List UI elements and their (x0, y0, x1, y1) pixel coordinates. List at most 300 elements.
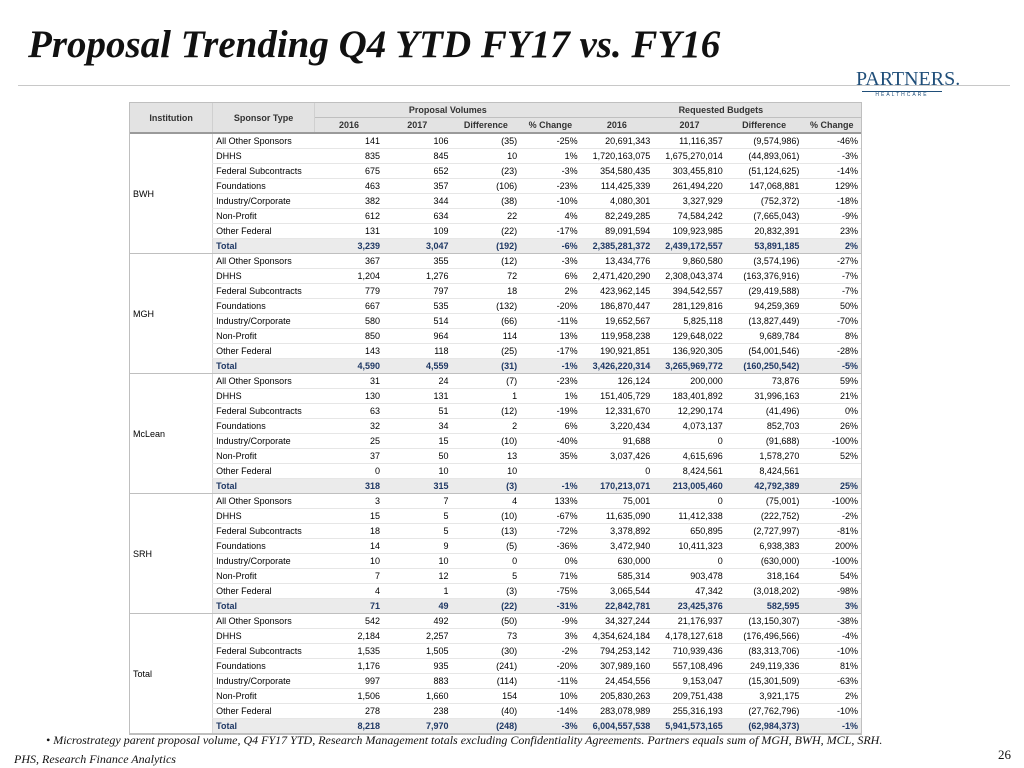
value-cell: 4,080,301 (581, 194, 654, 209)
value-cell: 357 (383, 179, 452, 194)
table-row (130, 179, 861, 194)
value-cell: (9,574,986) (726, 133, 803, 149)
value-cell: 15 (314, 509, 383, 524)
value-cell: 5,825,118 (653, 314, 726, 329)
table-row (130, 539, 861, 554)
value-cell: -38% (802, 614, 861, 629)
value-cell: (29,419,588) (726, 284, 803, 299)
value-cell: -9% (802, 209, 861, 224)
value-cell: 2 (452, 419, 521, 434)
value-cell: 106 (383, 133, 452, 149)
value-cell: -36% (520, 539, 581, 554)
value-cell: (41,496) (726, 404, 803, 419)
footer-source: PHS, Research Finance Analytics (14, 752, 176, 766)
value-cell: 2,184 (314, 629, 383, 644)
value-cell: 10 (383, 464, 452, 479)
value-cell: -27% (802, 254, 861, 269)
value-cell: 109,923,985 (653, 224, 726, 239)
value-cell: 6% (520, 419, 581, 434)
table-row (130, 704, 861, 719)
sponsor-type-cell: All Other Sponsors (213, 254, 315, 269)
value-cell: (25) (452, 344, 521, 359)
value-cell: 19,652,567 (581, 314, 654, 329)
value-cell: 2,385,281,372 (581, 239, 654, 254)
value-cell: 8,424,561 (653, 464, 726, 479)
value-cell: 50 (383, 449, 452, 464)
value-cell: -10% (802, 704, 861, 719)
slide-title: Proposal Trending Q4 YTD FY17 vs. FY16 (28, 23, 721, 66)
value-cell: 3,921,175 (726, 689, 803, 704)
value-cell: 10 (452, 149, 521, 164)
table-row (130, 644, 861, 659)
value-cell: (5) (452, 539, 521, 554)
header-institution: Institution (130, 103, 213, 133)
value-cell: 3,426,220,314 (581, 359, 654, 374)
value-cell: -4% (802, 629, 861, 644)
table-row (130, 614, 861, 629)
value-cell: (62,984,373) (726, 719, 803, 734)
value-cell: 3 (314, 494, 383, 509)
value-cell: 200% (802, 539, 861, 554)
sponsor-type-cell: All Other Sponsors (213, 133, 315, 149)
value-cell: -23% (520, 179, 581, 194)
header-bud-2016: 2016 (581, 118, 654, 134)
value-cell: (10) (452, 434, 521, 449)
value-cell: (106) (452, 179, 521, 194)
value-cell: (163,376,916) (726, 269, 803, 284)
value-cell: 205,830,263 (581, 689, 654, 704)
value-cell: -14% (802, 164, 861, 179)
value-cell: -17% (520, 224, 581, 239)
value-cell: 535 (383, 299, 452, 314)
value-cell: 585,314 (581, 569, 654, 584)
value-cell: 34 (383, 419, 452, 434)
value-cell: 634 (383, 209, 452, 224)
value-cell: 903,478 (653, 569, 726, 584)
value-cell: -100% (802, 494, 861, 509)
value-cell: 6,004,557,538 (581, 719, 654, 734)
value-cell: 0 (653, 494, 726, 509)
value-cell: -9% (520, 614, 581, 629)
value-cell: (2,727,997) (726, 524, 803, 539)
value-cell: 10 (314, 554, 383, 569)
value-cell: 5 (383, 509, 452, 524)
footnote: • Microstrategy parent proposal volume, Q4 FY17 YTD, Research Management totals excluding Confidentiality Agreements. Partners equals sum of MGH, BWH, MCL, SRH. (46, 733, 883, 747)
value-cell: (23) (452, 164, 521, 179)
value-cell: -20% (520, 299, 581, 314)
value-cell: -28% (802, 344, 861, 359)
value-cell: 12,290,174 (653, 404, 726, 419)
table-row (130, 164, 861, 179)
logo-wordmark: PARTNERS. (856, 68, 961, 90)
value-cell: 1,505 (383, 644, 452, 659)
value-cell: -70% (802, 314, 861, 329)
value-cell: (40) (452, 704, 521, 719)
value-cell (802, 464, 861, 479)
value-cell: 32 (314, 419, 383, 434)
sponsor-type-cell: Total (213, 239, 315, 254)
table-row (130, 404, 861, 419)
value-cell: 835 (314, 149, 383, 164)
value-cell: 143 (314, 344, 383, 359)
value-cell: 50% (802, 299, 861, 314)
value-cell: 4,615,696 (653, 449, 726, 464)
value-cell: (22) (452, 599, 521, 614)
value-cell: (3) (452, 479, 521, 494)
table-row (130, 389, 861, 404)
table-total-row (130, 239, 861, 254)
value-cell: 580 (314, 314, 383, 329)
table-row (130, 314, 861, 329)
value-cell: 2,471,420,290 (581, 269, 654, 284)
value-cell: 2% (802, 239, 861, 254)
value-cell: -18% (802, 194, 861, 209)
sponsor-type-cell: Foundations (213, 419, 315, 434)
value-cell: 1,276 (383, 269, 452, 284)
value-cell: 318 (314, 479, 383, 494)
value-cell: 131 (383, 389, 452, 404)
header-vol-2017: 2017 (383, 118, 452, 134)
sponsor-type-cell: Foundations (213, 179, 315, 194)
value-cell: (13) (452, 524, 521, 539)
value-cell: 367 (314, 254, 383, 269)
value-cell: 7 (383, 494, 452, 509)
value-cell: 71 (314, 599, 383, 614)
value-cell: 423,962,145 (581, 284, 654, 299)
value-cell: -7% (802, 269, 861, 284)
value-cell: 3,265,969,772 (653, 359, 726, 374)
sponsor-type-cell: Industry/Corporate (213, 674, 315, 689)
value-cell: -1% (520, 479, 581, 494)
value-cell: (31) (452, 359, 521, 374)
value-cell: 22 (452, 209, 521, 224)
value-cell: (15,301,509) (726, 674, 803, 689)
value-cell: 72 (452, 269, 521, 284)
value-cell: 24 (383, 374, 452, 389)
value-cell: 94,259,369 (726, 299, 803, 314)
value-cell: 0% (520, 554, 581, 569)
value-cell: 25% (802, 479, 861, 494)
value-cell: 630,000 (581, 554, 654, 569)
value-cell: 3,327,929 (653, 194, 726, 209)
sponsor-type-cell: Other Federal (213, 584, 315, 599)
value-cell: 18 (314, 524, 383, 539)
value-cell: (30) (452, 644, 521, 659)
value-cell: (7) (452, 374, 521, 389)
value-cell: 2% (520, 284, 581, 299)
value-cell: 5 (383, 524, 452, 539)
value-cell: 22,842,781 (581, 599, 654, 614)
value-cell: 24,454,556 (581, 674, 654, 689)
proposal-trend-table (130, 103, 861, 734)
value-cell: (51,124,625) (726, 164, 803, 179)
value-cell: 20,691,343 (581, 133, 654, 149)
value-cell: 9,153,047 (653, 674, 726, 689)
value-cell: 0 (581, 464, 654, 479)
value-cell: -6% (520, 239, 581, 254)
value-cell: 119,958,238 (581, 329, 654, 344)
sponsor-type-cell: DHHS (213, 629, 315, 644)
value-cell: 118 (383, 344, 452, 359)
value-cell: -31% (520, 599, 581, 614)
value-cell: 73,876 (726, 374, 803, 389)
sponsor-type-cell: All Other Sponsors (213, 374, 315, 389)
sponsor-type-cell: Non-Profit (213, 449, 315, 464)
table-row (130, 509, 861, 524)
value-cell: 3,065,544 (581, 584, 654, 599)
value-cell: 34,327,244 (581, 614, 654, 629)
value-cell: 10 (383, 554, 452, 569)
value-cell: 1,720,163,075 (581, 149, 654, 164)
value-cell: -72% (520, 524, 581, 539)
header-proposal-volumes: Proposal Volumes (314, 103, 580, 118)
value-cell: 3% (520, 629, 581, 644)
value-cell: -19% (520, 404, 581, 419)
value-cell: 675 (314, 164, 383, 179)
value-cell: (44,893,061) (726, 149, 803, 164)
value-cell: 4,590 (314, 359, 383, 374)
value-cell: (27,762,796) (726, 704, 803, 719)
table-row (130, 209, 861, 224)
value-cell: 3,472,940 (581, 539, 654, 554)
value-cell: 779 (314, 284, 383, 299)
header-bud-difference: Difference (726, 118, 803, 134)
value-cell: 318,164 (726, 569, 803, 584)
sponsor-type-cell: DHHS (213, 269, 315, 284)
value-cell: 6% (520, 269, 581, 284)
value-cell: 9,860,580 (653, 254, 726, 269)
value-cell: (12) (452, 404, 521, 419)
header-vol-pct-change: % Change (520, 118, 581, 134)
value-cell: 303,455,810 (653, 164, 726, 179)
sponsor-type-cell: Other Federal (213, 704, 315, 719)
value-cell: 650,895 (653, 524, 726, 539)
value-cell: 8,424,561 (726, 464, 803, 479)
institution-cell: SRH (130, 494, 213, 614)
sponsor-type-cell: Other Federal (213, 224, 315, 239)
partners-logo (856, 68, 961, 98)
value-cell: 129% (802, 179, 861, 194)
value-cell: 355 (383, 254, 452, 269)
value-cell: (38) (452, 194, 521, 209)
header-bud-pct-change: % Change (802, 118, 861, 134)
value-cell: 23% (802, 224, 861, 239)
value-cell: 283,078,989 (581, 704, 654, 719)
institution-cell: MGH (130, 254, 213, 374)
value-cell: (752,372) (726, 194, 803, 209)
value-cell: 25 (314, 434, 383, 449)
value-cell: (241) (452, 659, 521, 674)
value-cell: 74,584,242 (653, 209, 726, 224)
sponsor-type-cell: DHHS (213, 389, 315, 404)
value-cell: 37 (314, 449, 383, 464)
table-total-row (130, 719, 861, 734)
value-cell: 35% (520, 449, 581, 464)
table-row (130, 133, 861, 149)
value-cell: 23,425,376 (653, 599, 726, 614)
value-cell: 2,257 (383, 629, 452, 644)
table-row (130, 194, 861, 209)
value-cell: 8% (802, 329, 861, 344)
table-row (130, 449, 861, 464)
value-cell: 0 (653, 434, 726, 449)
value-cell: 12 (383, 569, 452, 584)
sponsor-type-cell: All Other Sponsors (213, 614, 315, 629)
value-cell: -2% (802, 509, 861, 524)
value-cell: 3,378,892 (581, 524, 654, 539)
value-cell: -10% (802, 644, 861, 659)
table-row (130, 524, 861, 539)
sponsor-type-cell: Other Federal (213, 464, 315, 479)
value-cell: -3% (520, 254, 581, 269)
sponsor-type-cell: Federal Subcontracts (213, 164, 315, 179)
value-cell: (132) (452, 299, 521, 314)
value-cell: 109 (383, 224, 452, 239)
value-cell: 382 (314, 194, 383, 209)
table-row (130, 149, 861, 164)
value-cell: 47,342 (653, 584, 726, 599)
page-number: 26 (998, 747, 1011, 762)
value-cell (520, 464, 581, 479)
table-row (130, 464, 861, 479)
value-cell: 131 (314, 224, 383, 239)
value-cell: 54% (802, 569, 861, 584)
proposal-trend-table-wrapper (129, 102, 862, 735)
sponsor-type-cell: DHHS (213, 509, 315, 524)
value-cell: 394,542,557 (653, 284, 726, 299)
value-cell: -11% (520, 674, 581, 689)
value-cell: -46% (802, 133, 861, 149)
value-cell: 21% (802, 389, 861, 404)
value-cell: (222,752) (726, 509, 803, 524)
value-cell: (7,665,043) (726, 209, 803, 224)
value-cell: 4,073,137 (653, 419, 726, 434)
value-cell: 7,970 (383, 719, 452, 734)
value-cell: 261,494,220 (653, 179, 726, 194)
value-cell: (91,688) (726, 434, 803, 449)
value-cell: 42,792,389 (726, 479, 803, 494)
value-cell: 209,751,438 (653, 689, 726, 704)
table-row (130, 689, 861, 704)
value-cell: 4 (452, 494, 521, 509)
sponsor-type-cell: DHHS (213, 149, 315, 164)
value-cell: (160,250,542) (726, 359, 803, 374)
value-cell: 14 (314, 539, 383, 554)
sponsor-type-cell: Industry/Corporate (213, 554, 315, 569)
header-requested-budgets: Requested Budgets (581, 103, 861, 118)
value-cell: 53,891,185 (726, 239, 803, 254)
value-cell: 794,253,142 (581, 644, 654, 659)
value-cell: 151,405,729 (581, 389, 654, 404)
value-cell: 21,176,937 (653, 614, 726, 629)
table-total-row (130, 479, 861, 494)
table-row (130, 674, 861, 689)
value-cell: 964 (383, 329, 452, 344)
value-cell: 344 (383, 194, 452, 209)
value-cell: 1% (520, 149, 581, 164)
value-cell: (3) (452, 584, 521, 599)
table-row (130, 269, 861, 284)
table-row (130, 434, 861, 449)
value-cell: 147,068,881 (726, 179, 803, 194)
value-cell: 190,921,851 (581, 344, 654, 359)
table-row (130, 584, 861, 599)
value-cell: 71% (520, 569, 581, 584)
value-cell: -23% (520, 374, 581, 389)
table-total-row (130, 359, 861, 374)
value-cell: 73 (452, 629, 521, 644)
value-cell: (3,574,196) (726, 254, 803, 269)
value-cell: 845 (383, 149, 452, 164)
table-row (130, 329, 861, 344)
value-cell: 31 (314, 374, 383, 389)
value-cell: -20% (520, 659, 581, 674)
value-cell: -67% (520, 509, 581, 524)
value-cell: 15 (383, 434, 452, 449)
institution-cell: Total (130, 614, 213, 734)
value-cell: 0 (452, 554, 521, 569)
value-cell: 3% (802, 599, 861, 614)
value-cell: -100% (802, 434, 861, 449)
sponsor-type-cell: Total (213, 479, 315, 494)
value-cell: -40% (520, 434, 581, 449)
value-cell: 2% (802, 689, 861, 704)
value-cell: 0% (802, 404, 861, 419)
value-cell: 82,249,285 (581, 209, 654, 224)
header-vol-2016: 2016 (314, 118, 383, 134)
value-cell: (22) (452, 224, 521, 239)
value-cell: -5% (802, 359, 861, 374)
sponsor-type-cell: Other Federal (213, 344, 315, 359)
value-cell: -7% (802, 284, 861, 299)
value-cell: 13,434,776 (581, 254, 654, 269)
value-cell: 49 (383, 599, 452, 614)
value-cell: 3,239 (314, 239, 383, 254)
value-cell: 667 (314, 299, 383, 314)
value-cell: 1,204 (314, 269, 383, 284)
value-cell: 63 (314, 404, 383, 419)
value-cell: 3,047 (383, 239, 452, 254)
value-cell: 1,578,270 (726, 449, 803, 464)
value-cell: 75,001 (581, 494, 654, 509)
value-cell: 186,870,447 (581, 299, 654, 314)
value-cell: 213,005,460 (653, 479, 726, 494)
value-cell: 281,129,816 (653, 299, 726, 314)
sponsor-type-cell: Federal Subcontracts (213, 284, 315, 299)
value-cell: 11,116,357 (653, 133, 726, 149)
value-cell: 0 (653, 554, 726, 569)
value-cell: 26% (802, 419, 861, 434)
value-cell: 31,996,163 (726, 389, 803, 404)
value-cell: 852,703 (726, 419, 803, 434)
value-cell: 315 (383, 479, 452, 494)
sponsor-type-cell: Total (213, 359, 315, 374)
table-row (130, 284, 861, 299)
value-cell: 4,559 (383, 359, 452, 374)
value-cell: 6,938,383 (726, 539, 803, 554)
value-cell: 3,037,426 (581, 449, 654, 464)
value-cell: 89,091,594 (581, 224, 654, 239)
value-cell: -10% (520, 194, 581, 209)
value-cell: -14% (520, 704, 581, 719)
value-cell: (83,313,706) (726, 644, 803, 659)
sponsor-type-cell: Industry/Corporate (213, 434, 315, 449)
value-cell: 154 (452, 689, 521, 704)
value-cell: -3% (802, 149, 861, 164)
value-cell: 1,675,270,014 (653, 149, 726, 164)
institution-cell: McLean (130, 374, 213, 494)
value-cell: 136,920,305 (653, 344, 726, 359)
